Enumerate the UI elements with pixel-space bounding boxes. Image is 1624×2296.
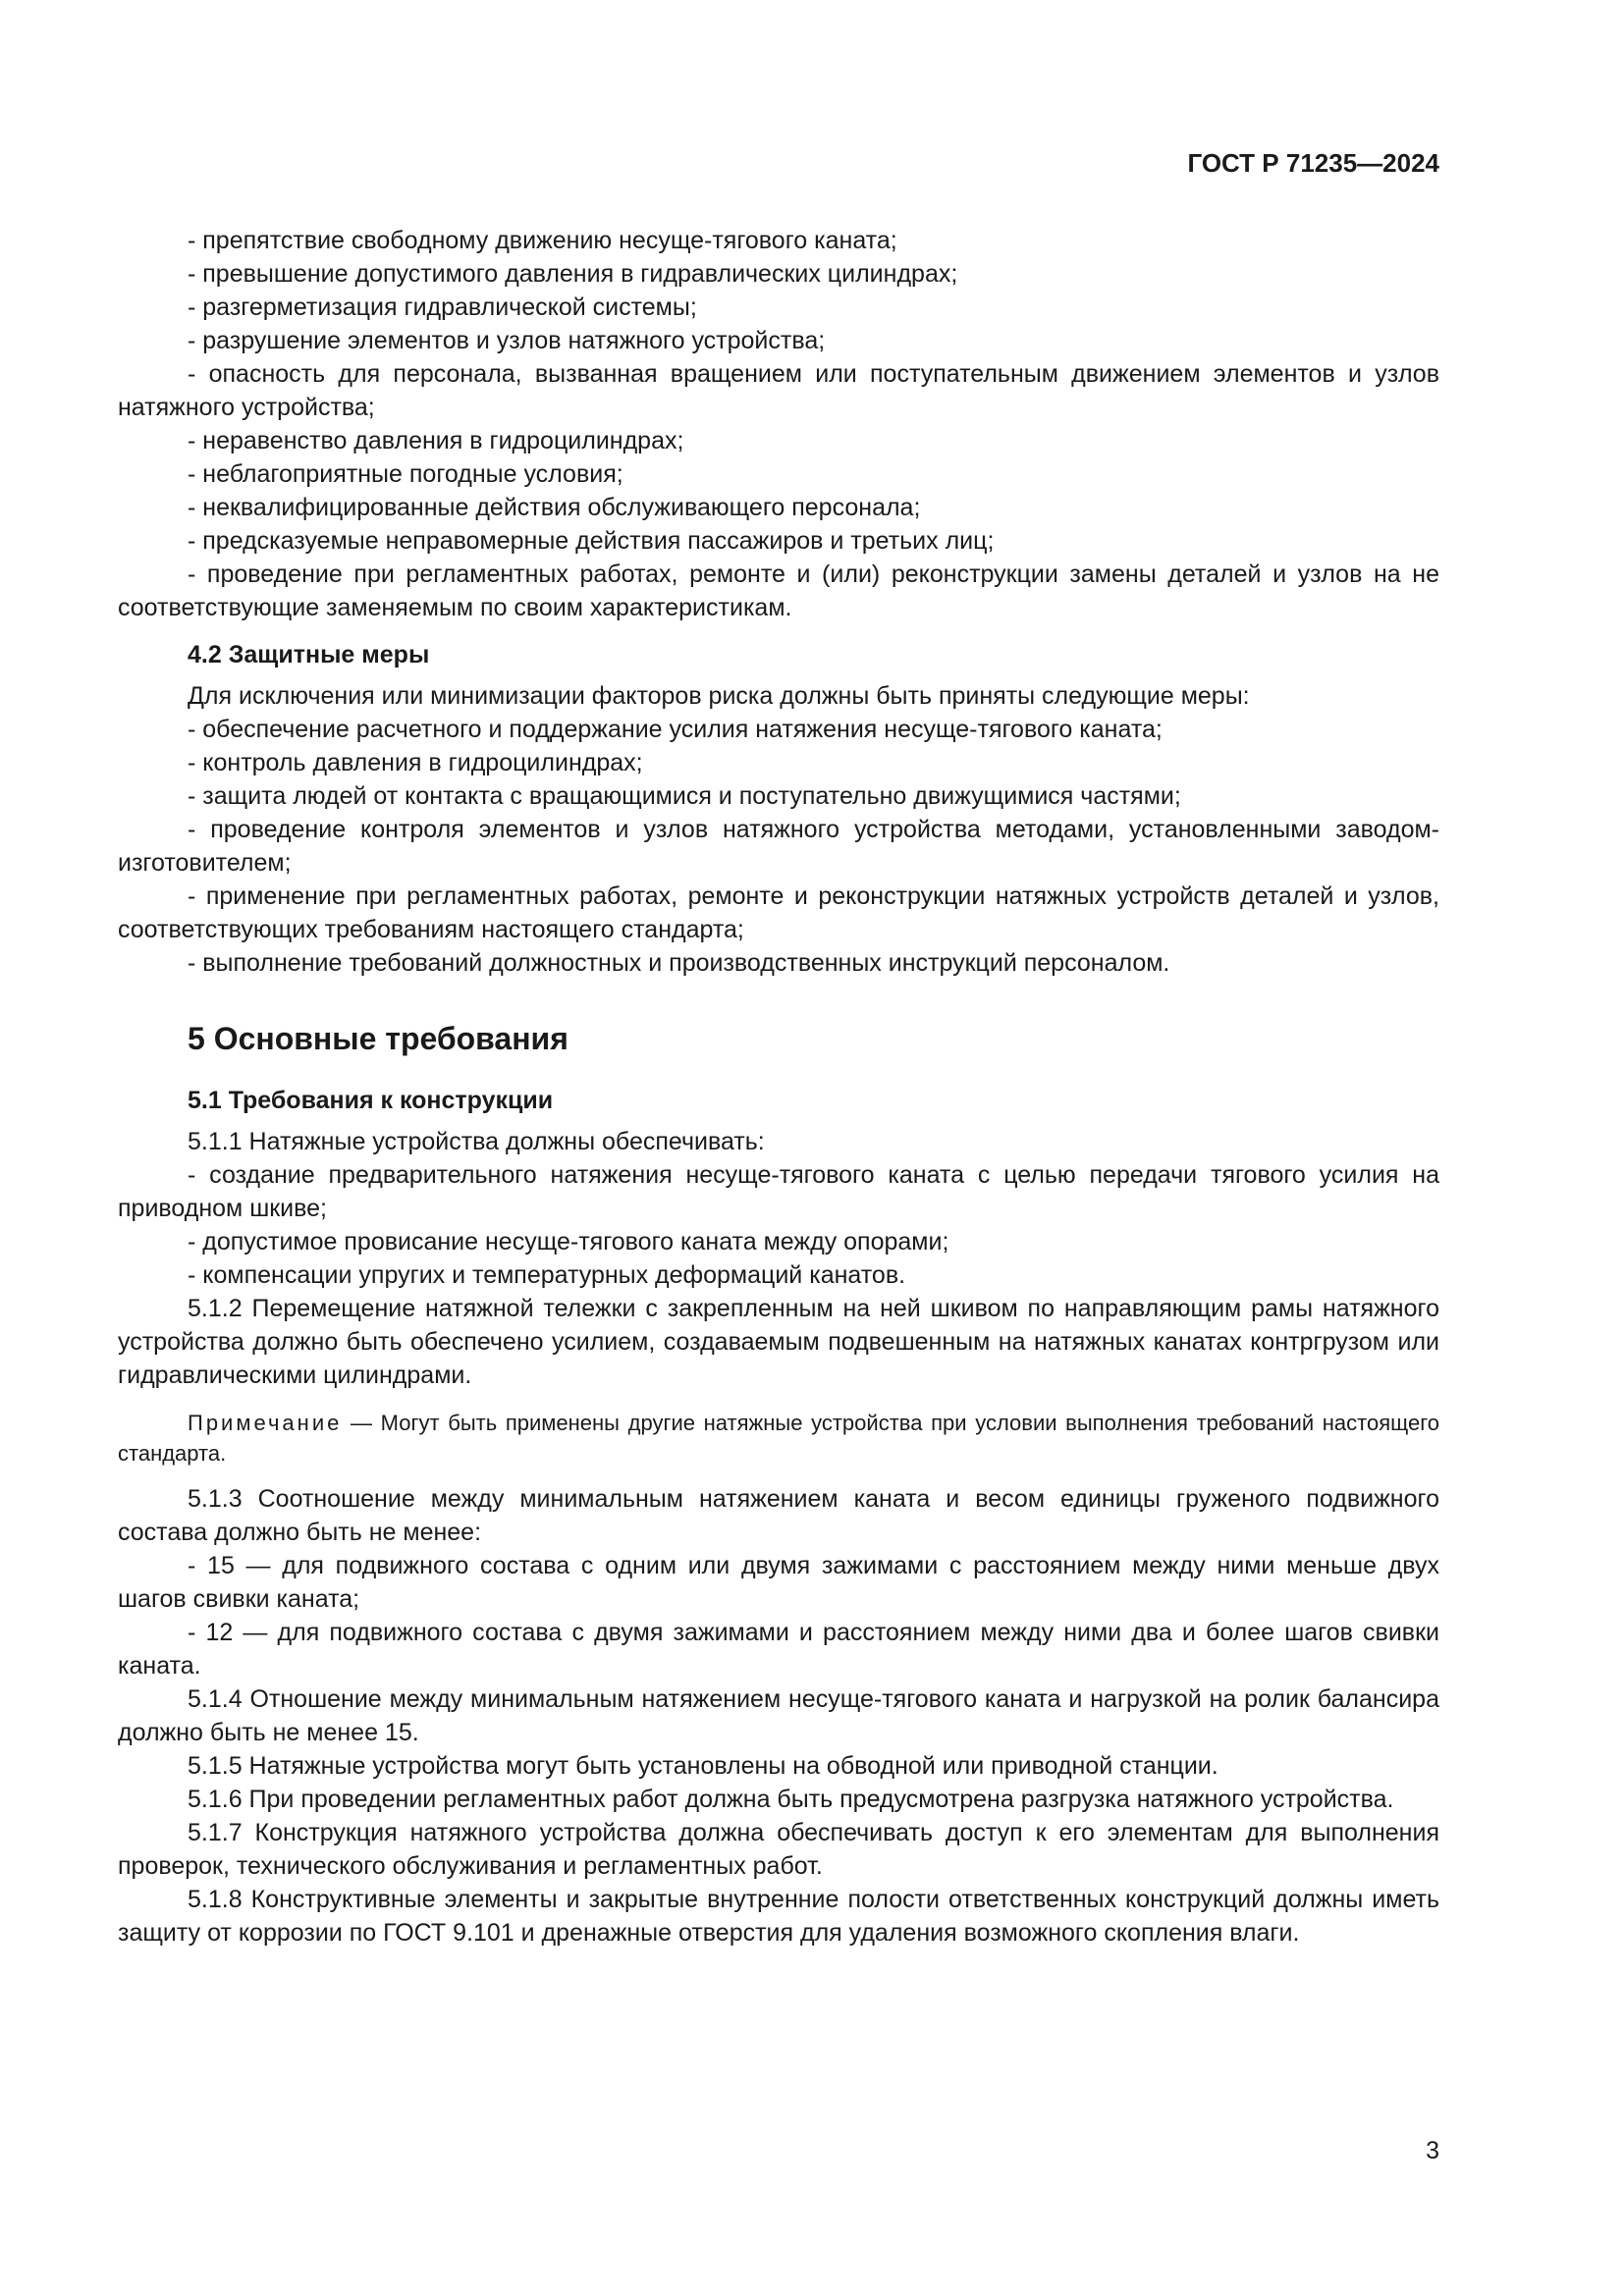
list-item: - неравенство давления в гидроцилиндрах; [188,427,684,454]
paragraph: Для исключения или минимизации факторов риска должны быть приняты следующие меры: [188,682,1250,710]
protective-measures-list [118,679,1439,813]
list-item: - обеспечение расчетного и поддержание усилия натяжения несуще-тягового каната; [188,716,1163,743]
paragraph: 5.1.2 Перемещение натяжной тележки с закрепленным на ней шкивом по направляющим рамы натяжного устройства должно быть обеспечено усилием, создаваемым подвешенным на натяжных канатах контргрузом или гидравлическими цилиндрами. [118,1295,1439,1389]
paragraph: 5.1.3 Соотношение между минимальным натяжением каната и весом единицы груженого подвижного состава должно быть не менее: [118,1485,1439,1546]
list-item: - разрушение элементов и узлов натяжного устройства; [188,327,826,354]
list-item: - компенсации упругих и температурных деформаций канатов. [188,1261,906,1289]
list-item: - защита людей от контакта с вращающимися и поступательно движущимися частями; [188,782,1181,810]
list-item: - создание предварительного натяжения несуще-тягового каната с целью передачи тягового усилия на приводном шкиве; [118,1161,1439,1222]
list-item: - опасность для персонала, вызванная вращением или поступательным движением элементов и узлов натяжного устройства; [118,360,1439,421]
list-item: - контроль давления в гидроцилиндрах; [188,749,643,776]
list-item: - 12 — для подвижного состава с двумя зажимами и расстоянием между ними два и более шагов свивки каната. [118,1619,1439,1680]
paragraph: 5.1.5 Натяжные устройства могут быть установлены на обводной или приводной станции. [188,1752,1218,1780]
note-label: Примечание [188,1411,343,1435]
paragraph: 5.1.8 Конструктивные элементы и закрытые внутренние полости ответственных конструкций должны иметь защиту от коррозии по ГОСТ 9.101 и дренажные отверстия для удаления возможного скопления влаги. [118,1886,1439,1947]
section-heading-5: 5 Основные требования [188,1021,568,1056]
list-item: - предсказуемые неправомерные действия пассажиров и третьих лиц; [188,527,995,555]
paragraph: 5.1.6 При проведении регламентных работ должна быть предусмотрена разгрузка натяжного устройства. [188,1786,1394,1813]
note-text: — Могут быть применены другие натяжные устройства при условии выполнения требований настоящего стандарта. [118,1411,1439,1466]
document-header: ГОСТ Р 71235—2024 [1187,148,1439,178]
page-number: 3 [1426,2137,1439,2164]
paragraph: 5.1.7 Конструкция натяжного устройства должна обеспечивать доступ к его элементам для выполнения проверок, технического обслуживания и регламентных работ. [118,1819,1439,1880]
note [118,1408,1439,1468]
list-item: - превышение допустимого давления в гидравлических цилиндрах; [188,260,958,288]
section-heading-5-1: 5.1 Требования к конструкции [188,1087,554,1114]
list-item: - 15 — для подвижного состава с одним или двумя зажимами с расстоянием между ними меньше двух шагов свивки каната; [118,1552,1439,1613]
paragraph: 5.1.1 Натяжные устройства должны обеспечивать: [188,1128,765,1155]
list-item: - препятствие свободному движению несуще-тягового каната; [188,227,897,254]
list-item: - неквалифицированные действия обслуживающего персонала; [188,494,921,521]
risk-list [118,224,1439,357]
section-heading-4-2: 4.2 Защитные меры [188,641,430,668]
page-body [118,224,1439,1949]
list-item: - выполнение требований должностных и производственных инструкций персоналом. [188,949,1170,977]
list-item: - неблагоприятные погодные условия; [188,460,623,488]
list-item: - допустимое провисание несуще-тягового каната между опорами; [188,1228,949,1255]
risk-list [118,424,1439,558]
paragraph: 5.1.4 Отношение между минимальным натяжением несуще-тягового каната и нагрузкой на ролик балансира должно быть не менее 15. [118,1685,1439,1746]
list-item: - проведение контроля элементов и узлов натяжного устройства методами, установленными заводом-изготовителем; [118,816,1439,877]
list-item: - разгерметизация гидравлической системы; [188,294,697,321]
list-item: - применение при регламентных работах, ремонте и реконструкции натяжных устройств деталей и узлов, соответствующих требованиям настоящего стандарта; [118,882,1439,943]
list-item: - проведение при регламентных работах, ремонте и (или) реконструкции замены деталей и узлов на не соответствующие заменяемым по своим характеристикам. [118,561,1439,621]
